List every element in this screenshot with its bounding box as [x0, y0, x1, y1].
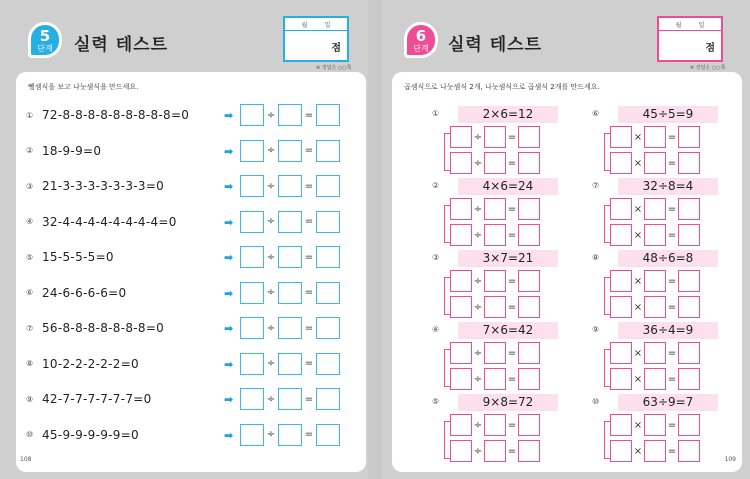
problem-number: ⑦ [592, 181, 600, 190]
answer-box[interactable] [240, 424, 264, 446]
answer-row [610, 198, 700, 220]
problem-number: ⑨ [592, 325, 600, 334]
problem-number: ⑧ [592, 253, 600, 262]
answer-box[interactable] [484, 414, 506, 436]
arrow-icon: ➡ [224, 180, 234, 193]
answer-box[interactable] [678, 198, 700, 220]
answer-box[interactable] [450, 126, 472, 148]
answer-row [610, 342, 700, 364]
arrow-icon: ➡ [224, 109, 234, 122]
equals-sign: = [304, 109, 314, 121]
arrow-icon: ➡ [224, 286, 234, 300]
divide-sign: ÷ [266, 358, 276, 369]
problem-row [26, 211, 346, 233]
left-page [0, 0, 368, 479]
answer-box[interactable] [610, 414, 632, 436]
answer-box[interactable] [518, 296, 540, 318]
divide-sign: ÷ [266, 145, 276, 156]
answer-box[interactable] [678, 270, 700, 292]
operator-sign: ÷ [473, 373, 483, 385]
operator-sign: × [633, 301, 643, 313]
equals-sign: = [667, 203, 677, 215]
operator-sign: ÷ [473, 203, 483, 215]
instruction: 곱셈식으로 나눗셈식 2개, 나눗셈식으로 곱셈식 2개를 만드세요. [404, 83, 600, 91]
answer-box[interactable] [278, 246, 302, 268]
answer-box[interactable] [678, 224, 700, 246]
answer-box[interactable] [278, 317, 302, 339]
answer-box[interactable] [278, 140, 302, 162]
operator-sign: × [633, 131, 643, 143]
operator-sign: × [633, 275, 643, 287]
answer-box[interactable] [278, 353, 302, 375]
answer-box[interactable] [518, 342, 540, 364]
score-label: 점 [705, 43, 715, 54]
operator-sign: ÷ [473, 229, 483, 241]
problem-number: ④ [26, 217, 34, 226]
date-score-box [283, 16, 349, 62]
operator-sign: ÷ [473, 347, 483, 359]
given-equation: 4×6=24 [458, 178, 558, 195]
answer-box[interactable] [316, 104, 340, 126]
equals-sign: = [304, 216, 314, 227]
answer-row [610, 270, 700, 292]
divide-sign: ÷ [266, 109, 276, 121]
equals-sign: = [507, 157, 517, 169]
divide-sign: ÷ [266, 216, 276, 227]
day-label: 일 [698, 21, 705, 29]
problem-number: ② [26, 146, 34, 155]
answer-box[interactable] [240, 317, 264, 339]
problem-group [432, 106, 592, 178]
answer-box[interactable] [518, 152, 540, 174]
answer-row [450, 414, 540, 436]
given-equation: 45÷5=9 [618, 106, 718, 123]
arrow-icon: ➡ [224, 393, 234, 406]
problem-group [592, 106, 750, 178]
answer-box[interactable] [610, 270, 632, 292]
equals-sign: = [667, 229, 677, 241]
answer-box[interactable] [518, 198, 540, 220]
given-equation: 63÷9=7 [618, 394, 718, 411]
answer-box[interactable] [518, 414, 540, 436]
answer-row [610, 368, 700, 390]
step-number: 6 [415, 27, 427, 45]
subtraction-equation: 18-9-9=0 [42, 143, 102, 158]
answer-box[interactable] [678, 126, 700, 148]
answer-box[interactable] [450, 296, 472, 318]
answer-box[interactable] [278, 104, 302, 126]
answer-row [450, 342, 540, 364]
answer-row [450, 296, 540, 318]
answer-box[interactable] [484, 440, 506, 462]
answer-note: ※ 정답은 ○○쪽 [316, 65, 352, 71]
answer-box[interactable] [678, 342, 700, 364]
step-badge [404, 22, 438, 58]
answer-row [450, 368, 540, 390]
subtraction-equation: 45-9-9-9-9-9=0 [42, 427, 139, 442]
arrow-icon: ➡ [224, 428, 234, 442]
equals-sign: = [507, 203, 517, 215]
equals-sign: = [304, 393, 314, 405]
answer-box[interactable] [450, 440, 472, 462]
problem-card [16, 72, 366, 472]
answer-box[interactable] [644, 342, 666, 364]
answer-box[interactable] [678, 368, 700, 390]
answer-box[interactable] [316, 353, 340, 375]
answer-note: ※ 정답은 ○○쪽 [690, 65, 726, 71]
answer-box[interactable] [316, 388, 340, 410]
subtraction-equation: 56-8-8-8-8-8-8-8=0 [42, 321, 165, 335]
answer-box[interactable] [518, 368, 540, 390]
given-equation: 48÷6=8 [618, 250, 718, 267]
answer-box[interactable] [316, 317, 340, 339]
given-equation: 36÷4=9 [618, 322, 718, 339]
problem-group [592, 178, 750, 250]
problem-number: ⑧ [26, 359, 34, 368]
operator-sign: × [633, 203, 643, 215]
answer-row [450, 270, 540, 292]
equals-sign: = [667, 347, 677, 359]
divide-sign: ÷ [266, 322, 276, 334]
answer-box[interactable] [610, 198, 632, 220]
answer-box[interactable] [278, 388, 302, 410]
answer-box[interactable] [518, 224, 540, 246]
answer-box[interactable] [278, 175, 302, 197]
arrow-icon: ➡ [224, 322, 234, 335]
operator-sign: ÷ [473, 157, 483, 169]
answer-box[interactable] [450, 270, 472, 292]
answer-row [450, 224, 540, 246]
answer-box[interactable] [644, 152, 666, 174]
answer-box[interactable] [644, 368, 666, 390]
answer-box[interactable] [240, 246, 264, 268]
page-title: 실력 테스트 [74, 35, 169, 55]
operator-sign: × [633, 157, 643, 169]
equals-sign: = [507, 275, 517, 287]
problem-number: ⑩ [26, 430, 34, 439]
answer-box[interactable] [644, 270, 666, 292]
equals-sign: = [304, 358, 314, 369]
answer-row [240, 282, 340, 304]
problem-row [26, 317, 346, 339]
answer-box[interactable] [240, 211, 264, 233]
page-title: 실력 테스트 [448, 35, 543, 55]
equals-sign: = [667, 275, 677, 287]
answer-box[interactable] [240, 282, 264, 304]
step-number: 5 [39, 27, 51, 45]
equals-sign: = [667, 157, 677, 169]
problem-number: ⑤ [26, 252, 34, 262]
page-number: 109 [724, 456, 736, 463]
equals-sign: = [304, 251, 314, 263]
problem-number: ⑦ [26, 323, 34, 333]
answer-box[interactable] [518, 440, 540, 462]
equals-sign: = [304, 322, 314, 334]
equals-sign: = [507, 229, 517, 241]
arrow-icon: ➡ [224, 144, 234, 158]
operator-sign: ÷ [473, 131, 483, 143]
operator-sign: × [633, 419, 643, 431]
problem-number: ⑨ [26, 394, 34, 404]
answer-box[interactable] [644, 414, 666, 436]
answer-box[interactable] [450, 414, 472, 436]
answer-row [240, 317, 340, 339]
answer-box[interactable] [610, 126, 632, 148]
subtraction-equation: 32-4-4-4-4-4-4-4-4=0 [42, 214, 177, 229]
right-page [382, 0, 750, 479]
subtraction-equation: 42-7-7-7-7-7-7=0 [42, 392, 152, 406]
answer-box[interactable] [450, 368, 472, 390]
answer-box[interactable] [610, 152, 632, 174]
operator-sign: × [633, 445, 643, 457]
answer-box[interactable] [610, 224, 632, 246]
arrow-icon: ➡ [224, 357, 234, 371]
equals-sign: = [304, 287, 314, 298]
divide-sign: ÷ [266, 180, 276, 192]
problem-group [432, 178, 592, 250]
answer-box[interactable] [484, 296, 506, 318]
answer-row [240, 175, 340, 197]
problem-number: ② [432, 181, 440, 190]
answer-box[interactable] [316, 424, 340, 446]
equals-sign: = [507, 131, 517, 143]
problem-row [26, 424, 346, 446]
month-label: 월 [675, 21, 682, 29]
answer-box[interactable] [278, 424, 302, 446]
equals-sign: = [507, 301, 517, 313]
answer-box[interactable] [484, 342, 506, 364]
given-equation: 9×8=72 [458, 394, 558, 411]
given-equation: 7×6=42 [458, 322, 558, 339]
step-unit: 단계 [37, 44, 53, 53]
operator-sign: ÷ [473, 275, 483, 287]
divide-sign: ÷ [266, 429, 276, 440]
answer-row [240, 246, 340, 268]
answer-box[interactable] [678, 440, 700, 462]
equals-sign: = [667, 419, 677, 431]
equals-sign: = [667, 445, 677, 457]
answer-box[interactable] [610, 296, 632, 318]
problem-group [432, 250, 592, 322]
problem-number: ⑥ [26, 288, 34, 297]
answer-box[interactable] [644, 440, 666, 462]
operator-sign: × [633, 347, 643, 359]
month-label: 월 [301, 21, 308, 29]
answer-box[interactable] [644, 224, 666, 246]
answer-row [450, 198, 540, 220]
answer-box[interactable] [644, 126, 666, 148]
answer-row [610, 414, 700, 436]
answer-box[interactable] [450, 198, 472, 220]
operator-sign: ÷ [473, 301, 483, 313]
equals-sign: = [667, 373, 677, 385]
problem-group [592, 322, 750, 394]
problem-row [26, 175, 346, 197]
equals-sign: = [304, 429, 314, 440]
problem-row [26, 353, 346, 375]
equals-sign: = [667, 301, 677, 313]
answer-box[interactable] [484, 198, 506, 220]
divide-sign: ÷ [266, 251, 276, 263]
subtraction-equation: 72-8-8-8-8-8-8-8-8-8=0 [42, 108, 190, 122]
equals-sign: = [507, 347, 517, 359]
instruction: 뺄셈식을 보고 나눗셈식을 만드세요. [28, 83, 139, 91]
answer-box[interactable] [240, 140, 264, 162]
problem-number: ⑥ [592, 109, 600, 118]
answer-box[interactable] [518, 270, 540, 292]
given-equation: 3×7=21 [458, 250, 558, 267]
answer-box[interactable] [450, 224, 472, 246]
page-number: 108 [20, 456, 32, 463]
operator-sign: ÷ [473, 445, 483, 457]
operator-sign: × [633, 373, 643, 385]
answer-row [610, 152, 700, 174]
date-score-box [657, 16, 723, 62]
answer-box[interactable] [610, 368, 632, 390]
answer-box[interactable] [240, 104, 264, 126]
problem-row [26, 282, 346, 304]
answer-box[interactable] [316, 246, 340, 268]
answer-box[interactable] [316, 211, 340, 233]
equals-sign: = [507, 445, 517, 457]
answer-row [610, 296, 700, 318]
subtraction-equation: 24-6-6-6-6=0 [42, 285, 127, 300]
answer-box[interactable] [484, 368, 506, 390]
answer-row [240, 424, 340, 446]
problem-group [432, 322, 592, 394]
answer-box[interactable] [678, 414, 700, 436]
subtraction-equation: 21-3-3-3-3-3-3-3=0 [42, 179, 165, 193]
answer-row [610, 440, 700, 462]
answer-row [240, 140, 340, 162]
problem-number: ⑩ [592, 397, 600, 406]
problem-row [26, 140, 346, 162]
answer-row [240, 353, 340, 375]
score-field[interactable] [285, 31, 347, 60]
answer-box[interactable] [484, 270, 506, 292]
equals-sign: = [304, 180, 314, 192]
answer-box[interactable] [610, 440, 632, 462]
arrow-icon: ➡ [224, 251, 234, 264]
answer-row [240, 104, 340, 126]
problem-number: ③ [26, 181, 34, 191]
answer-box[interactable] [240, 175, 264, 197]
answer-box[interactable] [644, 296, 666, 318]
answer-box[interactable] [678, 152, 700, 174]
answer-box[interactable] [518, 126, 540, 148]
given-equation: 32÷8=4 [618, 178, 718, 195]
answer-box[interactable] [610, 342, 632, 364]
equals-sign: = [507, 419, 517, 431]
equals-sign: = [304, 145, 314, 156]
answer-box[interactable] [484, 224, 506, 246]
problem-group [592, 250, 750, 322]
arrow-icon: ➡ [224, 215, 234, 229]
step-unit: 단계 [413, 44, 429, 53]
subtraction-equation: 10-2-2-2-2-2=0 [42, 356, 139, 371]
problem-row [26, 388, 346, 410]
answer-box[interactable] [278, 211, 302, 233]
given-equation: 2×6=12 [458, 106, 558, 123]
answer-box[interactable] [240, 353, 264, 375]
score-field[interactable] [659, 31, 721, 60]
answer-box[interactable] [316, 282, 340, 304]
answer-box[interactable] [316, 175, 340, 197]
subtraction-equation: 15-5-5-5=0 [42, 250, 114, 264]
step-badge [28, 22, 62, 58]
answer-box[interactable] [450, 342, 472, 364]
answer-box[interactable] [278, 282, 302, 304]
answer-box[interactable] [240, 388, 264, 410]
answer-row [610, 126, 700, 148]
answer-row [240, 388, 340, 410]
answer-box[interactable] [484, 126, 506, 148]
answer-box[interactable] [678, 296, 700, 318]
problem-number: ③ [432, 253, 440, 262]
equals-sign: = [667, 131, 677, 143]
divide-sign: ÷ [266, 393, 276, 405]
divide-sign: ÷ [266, 287, 276, 298]
problem-number: ④ [432, 325, 440, 334]
answer-box[interactable] [450, 152, 472, 174]
operator-sign: × [633, 229, 643, 241]
answer-row [450, 440, 540, 462]
answer-row [240, 211, 340, 233]
problem-card [392, 72, 742, 472]
score-label: 점 [331, 43, 341, 54]
equals-sign: = [507, 373, 517, 385]
day-label: 일 [324, 21, 331, 29]
answer-row [450, 126, 540, 148]
problem-group [432, 394, 592, 466]
answer-box[interactable] [484, 152, 506, 174]
problem-number: ① [432, 109, 440, 118]
operator-sign: ÷ [473, 419, 483, 431]
problem-number: ① [26, 110, 34, 120]
problem-row [26, 246, 346, 268]
answer-row [450, 152, 540, 174]
problem-number: ⑤ [432, 397, 440, 406]
answer-box[interactable] [644, 198, 666, 220]
answer-row [610, 224, 700, 246]
answer-box[interactable] [316, 140, 340, 162]
problem-row [26, 104, 346, 126]
